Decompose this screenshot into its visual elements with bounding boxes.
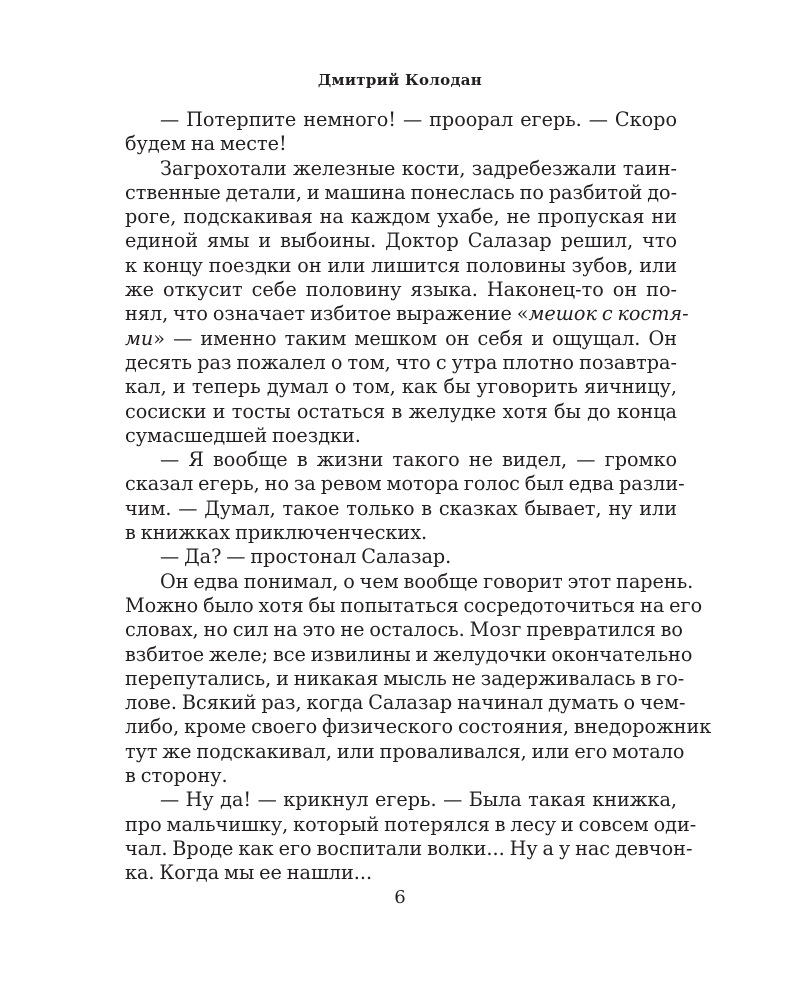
page-number: 6	[394, 887, 406, 908]
text-line: ственные детали, и машина понеслась по разбитой до-	[125, 180, 678, 204]
text-line	[125, 302, 689, 326]
text-line: в сторону.	[125, 764, 228, 788]
text-line: сказал егерь, но за ревом мотора голос был едва разли-	[125, 472, 685, 496]
text-line: лове. Всякий раз, когда Салазар начинал думать о чем-	[125, 691, 686, 715]
text-line: перепутались, и никакая мысль не задерживалась в го-	[125, 666, 685, 690]
text-line: Загрохотали железные кости, задребезжали таин-	[160, 156, 677, 180]
text-line: в книжках приключенческих.	[125, 521, 428, 545]
text-line: сосиски и тосты остаться в желудке хотя бы до конца	[125, 399, 677, 423]
text-line: ка. Когда мы ее нашли...	[125, 861, 373, 885]
text-line: словах, но сил на это не осталось. Мозг превратился во	[125, 618, 683, 642]
text-line: роге, подскакивая на каждом ухабе, не пропуская ни	[125, 205, 677, 229]
text-line: Можно было хотя бы попытаться сосредоточиться на его	[125, 593, 703, 617]
text-line: — Потерпите немного! — проорал егерь. — Скоро	[160, 108, 677, 131]
text-line: десять раз пожалел о том, что с утра плотно позавтра-	[125, 350, 677, 374]
text-line	[125, 327, 677, 351]
text-line: — Да? — простонал Салазар.	[160, 545, 452, 569]
text-line: взбитое желе; все извилины и желудочки окончательно	[125, 642, 693, 666]
text-line: будем на месте!	[125, 132, 287, 156]
running-head-author: Дмитрий Колодан	[317, 71, 483, 89]
text-line: либо, кроме своего физического состояния, внедорожник	[125, 715, 712, 739]
italic-phrase: ми	[125, 326, 154, 350]
text-line: чим. — Думал, такое только в сказках бывает, ну или	[125, 496, 677, 520]
text-line: же откусит себе половину языка. Наконец-то он по-	[125, 278, 677, 302]
text-line: к концу поездки он или лишится половины зубов, или	[125, 253, 677, 277]
text-line: про мальчишку, который потерялся в лесу и совсем оди-	[125, 812, 697, 836]
text-span: » — именно таким мешком он себя и ощущал. Он	[153, 326, 677, 350]
text-line: сумасшедшей поездки.	[125, 423, 361, 447]
text-line: чал. Вроде как его воспитали волки... Ну а у нас девчон-	[125, 836, 693, 860]
italic-phrase: мешок с костя-	[528, 302, 689, 326]
body-text	[125, 108, 712, 886]
text-line: кал, и теперь думал о том, как бы уговорить яичницу,	[125, 375, 677, 399]
text-line: — Ну да! — крикнул егерь. — Была такая книжка,	[160, 788, 677, 812]
text-line: единой ямы и выбоины. Доктор Салазар решил, что	[125, 229, 677, 253]
text-line: тут же подскакивал, или проваливался, или его мотало	[125, 739, 685, 763]
text-span: нял, что означает избитое выражение «	[125, 302, 529, 326]
text-line: — Я вообще в жизни такого не видел, — громко	[160, 448, 677, 472]
text-line: Он едва понимал, о чем вообще говорит этот парень.	[160, 569, 694, 593]
